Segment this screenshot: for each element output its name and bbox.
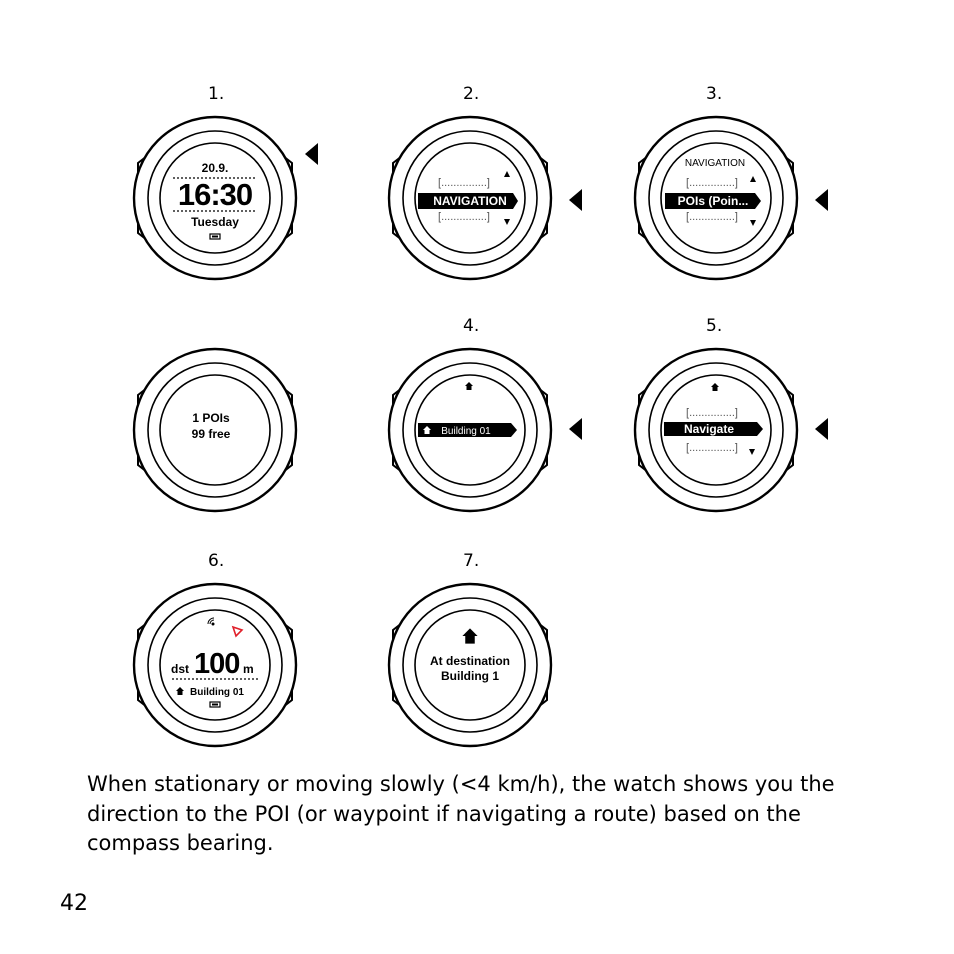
menu-placeholder-top: [...............] [686, 407, 738, 419]
menu-placeholder-bottom: [...............] [686, 442, 738, 454]
watch-poi-count [125, 340, 305, 520]
body-paragraph: When stationary or moving slowly (<4 km/h), the watch shows you the direction to the POI (or waypoint if navigating a route) based on the compass bearing. [87, 772, 835, 855]
watch-step-4 [380, 340, 560, 520]
step-number: 6. [208, 551, 225, 571]
watch-step-2 [380, 108, 560, 288]
menu-placeholder-top: [...............] [686, 177, 738, 189]
menu-placeholder-top: [...............] [438, 177, 490, 189]
poi-name: Building 01 [190, 687, 244, 698]
date-label: 20.9. [201, 161, 229, 175]
menu-header: NAVIGATION [684, 158, 746, 169]
watch-step-7 [380, 575, 560, 755]
poi-free-label: 99 free [191, 427, 231, 441]
menu-placeholder-bottom: [...............] [686, 211, 738, 223]
destination-name: Building 1 [441, 669, 499, 683]
button-press-arrow-icon [569, 418, 583, 440]
step-number: 3. [706, 84, 723, 104]
step-number: 2. [463, 84, 480, 104]
step-number: 1. [208, 84, 225, 104]
button-press-arrow-icon [815, 418, 829, 440]
distance-value: 100 [194, 648, 240, 680]
poi-count-label: 1 POIs [192, 411, 230, 425]
distance-unit: m [243, 662, 254, 676]
watch-step-5 [626, 340, 806, 520]
step-number: 4. [463, 316, 480, 336]
day-label: Tuesday [191, 215, 239, 229]
menu-selected-label: POIs (Poin... [677, 194, 749, 208]
menu-placeholder-bottom: [...............] [438, 211, 490, 223]
menu-selected-label: Building 01 [441, 426, 491, 437]
menu-selected-label: Navigate [683, 422, 735, 436]
watch-step-1 [125, 108, 305, 288]
step-number: 7. [463, 551, 480, 571]
menu-selected-label: NAVIGATION [433, 194, 507, 208]
watch-step-6 [125, 575, 305, 755]
page-number: 42 [60, 891, 88, 916]
step-number: 5. [706, 316, 723, 336]
destination-label: At destination [430, 654, 510, 668]
button-press-arrow-icon [815, 189, 829, 211]
time-label: 16:30 [177, 177, 253, 212]
distance-prefix: dst [171, 662, 189, 676]
watch-step-3 [626, 108, 806, 288]
button-press-arrow-icon [305, 143, 319, 165]
button-press-arrow-icon [569, 189, 583, 211]
